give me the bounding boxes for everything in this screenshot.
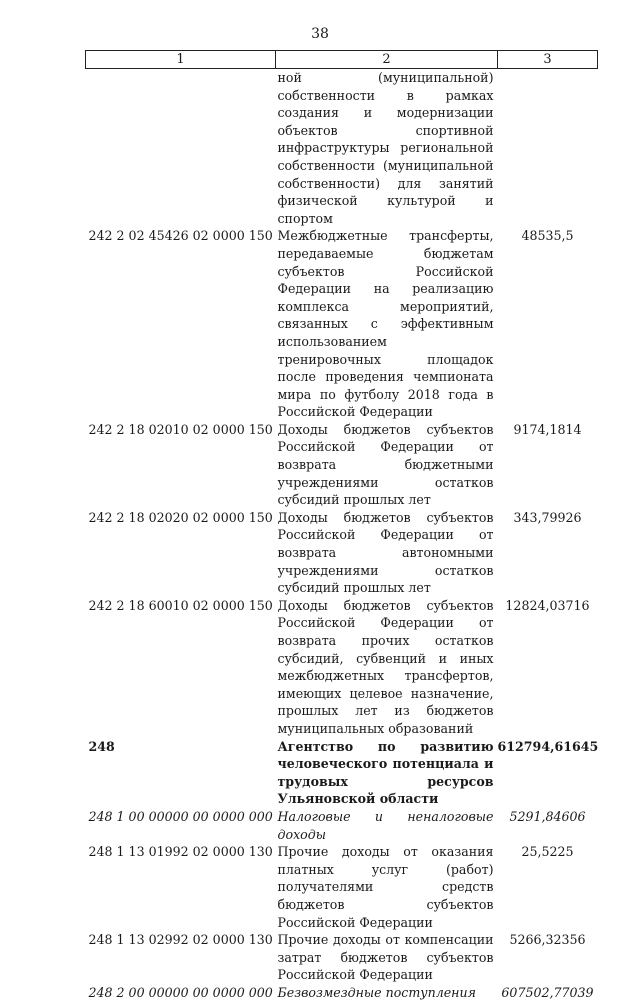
budget-code: 242 2 18 02020 02 0000 150 xyxy=(88,509,273,525)
amount: 343,79926 xyxy=(513,509,582,525)
revenue-description: Межбюджетные трансферты, передаваемые бюджетам субъектов Российской Федерации на реализацию комплекса мероприятий, связанных с эффективным использованием тренировочных площадок после проведения чемпионата мира по футболу 2018 года в Российской Федерации xyxy=(277,228,494,420)
revenue-description: ной (муниципальной) собственности в рамках создания и модернизации объектов спортивной инфраструктуры региональной собственности (муниципальной собственности) для занятий физической культурой и спортом xyxy=(277,70,494,226)
amount xyxy=(498,69,598,228)
budget-code: 242 2 18 02010 02 0000 150 xyxy=(88,421,273,437)
table-row-subtotal xyxy=(86,984,598,1001)
revenue-description: Доходы бюджетов субъектов Российской Федерации от возврата автономными учреждениями остатков субсидий прошлых лет xyxy=(277,509,494,596)
revenue-description: Доходы бюджетов субъектов Российской Федерации от возврата бюджетными учреждениями остатков субсидий прошлых лет xyxy=(277,421,494,508)
amount: 612794,61645 xyxy=(497,738,599,754)
revenue-table xyxy=(85,50,598,1001)
revenue-description: Прочие доходы от компенсации затрат бюджетов субъектов Российской Федерации xyxy=(277,932,494,983)
revenue-description: Безвозмездные поступления xyxy=(277,984,476,1000)
budget-code: 248 1 13 01992 02 0000 130 xyxy=(88,844,273,860)
amount: 5291,84606 xyxy=(509,808,586,824)
table-row-agency xyxy=(86,738,598,808)
table-row xyxy=(86,69,598,228)
budget-code: 248 2 00 00000 00 0000 000 xyxy=(88,984,273,1000)
budget-code: 248 xyxy=(88,738,115,754)
amount: 5266,32356 xyxy=(509,932,586,948)
table-row-subtotal xyxy=(86,808,598,843)
table-row xyxy=(86,421,598,509)
table-header-row xyxy=(86,51,598,69)
revenue-description: Налоговые и неналоговые доходы xyxy=(277,808,494,842)
budget-code: 242 2 02 45426 02 0000 150 xyxy=(88,228,273,244)
amount: 607502,77039 xyxy=(501,984,594,1000)
table-row xyxy=(86,843,598,931)
table-row xyxy=(86,227,598,421)
budget-code: 248 1 00 00000 00 0000 000 xyxy=(88,808,273,824)
table-row xyxy=(86,597,598,738)
column-header-3: 3 xyxy=(498,51,598,69)
table-row xyxy=(86,509,598,597)
budget-code: 248 1 13 02992 02 0000 130 xyxy=(88,932,273,948)
revenue-description: Прочие доходы от оказания платных услуг (работ) получателями средств бюджетов субъектов Российской Федерации xyxy=(277,844,494,930)
amount: 9174,1814 xyxy=(513,421,582,437)
table-row xyxy=(86,931,598,984)
amount: 12824,03716 xyxy=(505,597,590,613)
revenue-description: Доходы бюджетов субъектов Российской Федерации от возврата прочих остатков субсидий, субвенций и иных межбюджетных трансфертов, имеющих целевое назначение, прошлых лет из бюджетов муниципальных образований xyxy=(277,597,494,736)
budget-code: 242 2 18 60010 02 0000 150 xyxy=(88,597,273,613)
column-header-1: 1 xyxy=(86,51,276,69)
page-number: 38 xyxy=(311,26,329,42)
amount: 25,5225 xyxy=(521,844,574,860)
column-header-2: 2 xyxy=(276,51,498,69)
budget-code xyxy=(86,69,276,228)
amount: 48535,5 xyxy=(521,228,574,244)
revenue-description: Агентство по развитию человеческого потенциала и трудовых ресурсов Ульяновской области xyxy=(277,738,494,807)
